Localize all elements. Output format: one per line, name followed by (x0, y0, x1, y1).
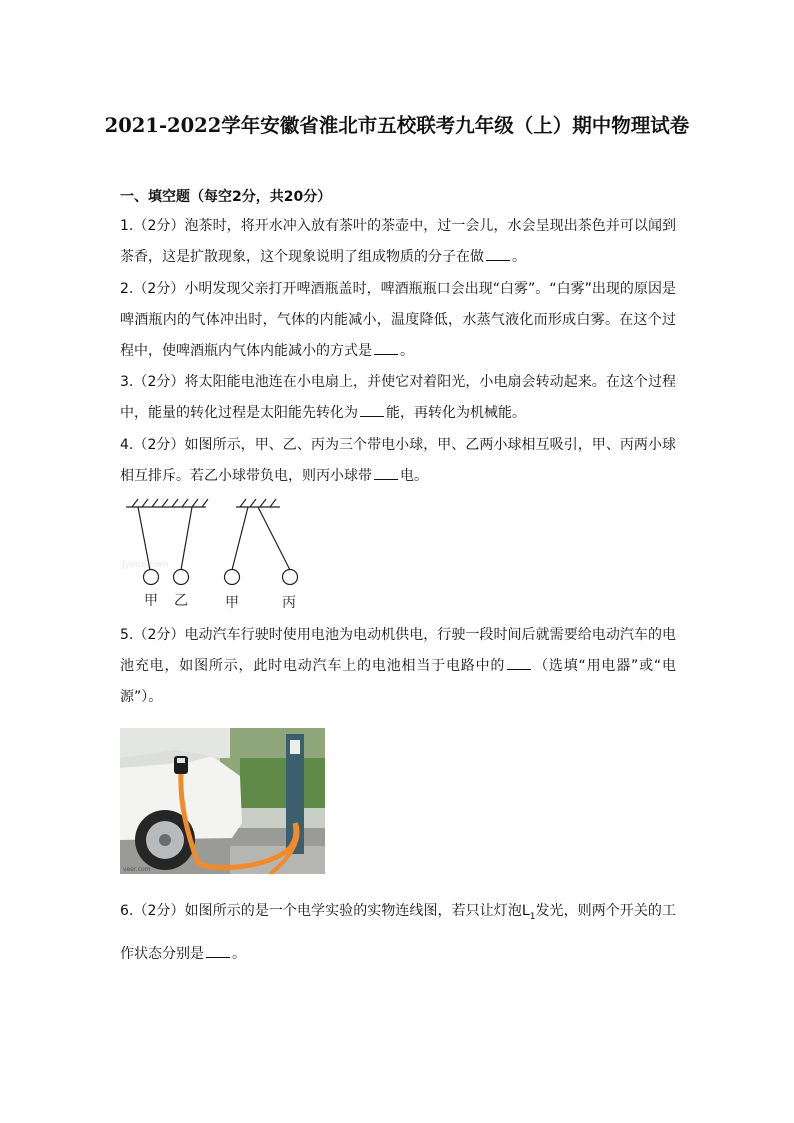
question-text-end: 。 (232, 945, 246, 962)
question-6 (120, 893, 676, 973)
question-text: 将太阳能电池连在小电扇上，并使它对着阳光，小电扇会转动起来。在这个过程中，能量的转化过程是太阳能先转化为 (120, 374, 676, 421)
answer-blank[interactable] (360, 402, 384, 417)
question-text-end: 电。 (400, 468, 428, 484)
question-score: （2分） (133, 437, 185, 453)
answer-blank[interactable] (206, 943, 230, 958)
question-text: 如图所示，甲、乙、丙为三个带电小球，甲、乙两小球相互吸引，甲、丙两小球相互排斥。若乙小球带负电，则丙小球带 (120, 437, 676, 484)
ball-label-yi: 乙 (174, 593, 188, 609)
ball-label-bing: 丙 (282, 595, 296, 611)
question-5 (120, 620, 676, 713)
section-heading: 一、填空题（每空2分，共20分） (120, 189, 332, 205)
question-text-end: 。 (512, 249, 526, 265)
answer-blank[interactable] (374, 340, 398, 355)
question-number: 5. (120, 627, 134, 643)
pendulum-figure (118, 495, 318, 615)
question-number: 3. (120, 374, 134, 390)
question-score: （2分） (133, 374, 185, 390)
question-text-end: 能，再转化为机械能。 (386, 405, 526, 421)
ev-charging-photo (120, 728, 325, 874)
answer-blank[interactable] (486, 246, 510, 261)
answer-blank[interactable] (374, 465, 398, 480)
answer-blank[interactable] (507, 655, 531, 670)
question-text: 如图所示的是一个电学实验的实物连线图，若只让灯泡L (184, 903, 530, 919)
question-4 (120, 430, 676, 492)
question-text: 电动汽车行驶时使用电池为电动机供电，行驶一段时间后就需要给电动汽车的电池充电，如图所示，此时电动汽车上的电池相当于电路中的 (120, 627, 676, 674)
question-score: （2分） (133, 218, 185, 234)
question-text-cont: 发光，则两个开关的工作状态分别是 (120, 903, 676, 962)
question-number: 4. (120, 437, 134, 453)
question-text-end: 。 (400, 343, 414, 359)
question-score: （2分） (133, 281, 185, 297)
ball-label-jia: 甲 (144, 593, 158, 609)
question-score: （2分） (133, 627, 185, 643)
page-title: 2021-2022学年安徽省淮北市五校联考九年级（上）期中物理试卷 (104, 114, 690, 137)
question-1 (120, 211, 676, 273)
question-score: （2分） (133, 903, 185, 919)
question-number: 1. (120, 218, 134, 234)
question-text: 泡茶时，将开水冲入放有茶叶的茶壶中，过一会儿，水会呈现出茶色并可以闻到茶香，这是扩散现象，这个现象说明了组成物质的分子在做 (120, 218, 676, 265)
question-text-end: （选填“用电器”或“电源”）。 (120, 658, 676, 705)
question-3 (120, 367, 676, 429)
photo-watermark: veer.com (123, 866, 151, 873)
question-2 (120, 274, 676, 367)
figure-watermark: Jyeoo.com (122, 560, 169, 570)
ball-label-jia-2: 甲 (225, 595, 239, 611)
subscript: 1 (529, 911, 536, 922)
question-number: 6. (120, 903, 134, 919)
question-text: 小明发现父亲打开啤酒瓶盖时，啤酒瓶瓶口会出现“白雾”。“白雾”出现的原因是啤酒瓶内的气体冲出时，气体的内能减小，温度降低，水蒸气液化而形成白雾。在这个过程中，使啤酒瓶内气体内能减小的方式是 (120, 281, 676, 359)
question-number: 2. (120, 281, 134, 297)
